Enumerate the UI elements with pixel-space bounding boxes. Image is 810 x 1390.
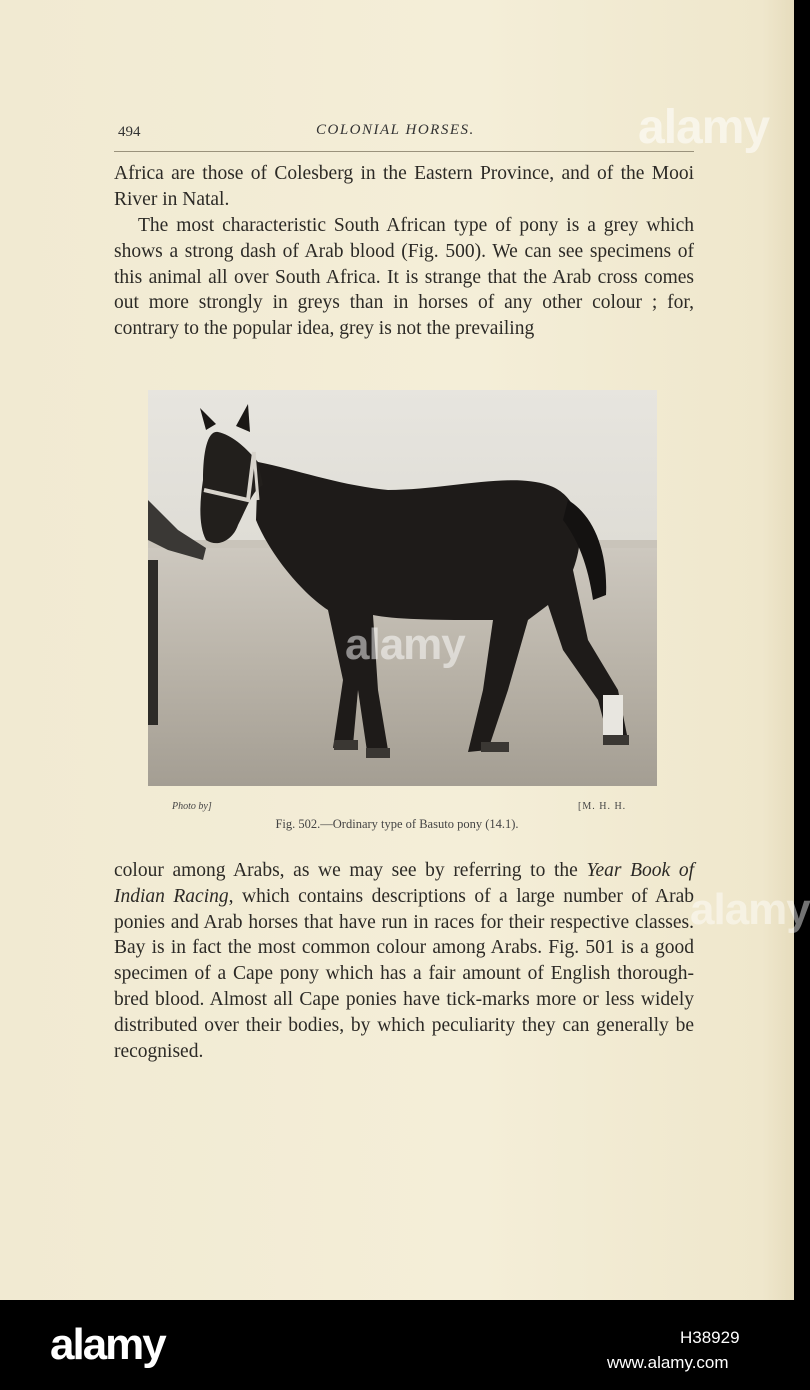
watermark-top-right: alamy: [638, 101, 770, 154]
photo-credit-label: Photo by]: [172, 801, 212, 812]
watermark-right: alamy: [690, 885, 810, 934]
image-id: H38929: [680, 1328, 740, 1347]
paragraph-2: [114, 213, 694, 342]
paragraph-3: [114, 858, 694, 1064]
horse-photograph: [148, 390, 657, 786]
running-title: COLONIAL HORSES.: [316, 122, 475, 138]
paragraph-3-text-end: , which contains descriptions of a large number of Arab ponies and Arab horses that have run in races for their respective classes. Bay is in fact the most common colour among Arabs. Fig. 501 is a good specimen of a Cape pony which has a fair amount of English thorough-bred blood. Almost all Cape ponies have tick-marks more or less widely distributed over their bodies, by which peculiarity they can generally be recognised.: [114, 885, 694, 1062]
figure-caption: Fig. 502.—Ordinary type of Basuto pony (14.1).: [275, 817, 519, 831]
paragraph-2-text: The most characteristic South African type of pony is a grey which shows a strong dash of Arab blood (Fig. 500). We can see specimens of this animal all over South Africa. It is strange that the Arab cross comes out more strongly in greys than in horses of any other colour ; for, contrary to the popular idea, grey is not the prevailing: [114, 215, 694, 340]
page-number: 494: [118, 124, 141, 140]
book-title-italic: Year Book of Indian Racing: [114, 860, 694, 907]
paragraph-3-text-start: colour among Arabs, as we may see by referring to the: [114, 860, 587, 881]
paragraph-1: Africa are those of Colesberg in the Eastern Province, and of the Mooi River in Natal.: [114, 163, 694, 210]
alamy-logo: alamy: [50, 1320, 165, 1369]
watermark-center: alamy: [345, 620, 465, 669]
header-rule: [114, 151, 694, 152]
photo-credit-source: [M. H. H.: [578, 801, 627, 812]
site-url: www.alamy.com: [607, 1353, 729, 1372]
horse-illustration: [148, 390, 657, 786]
